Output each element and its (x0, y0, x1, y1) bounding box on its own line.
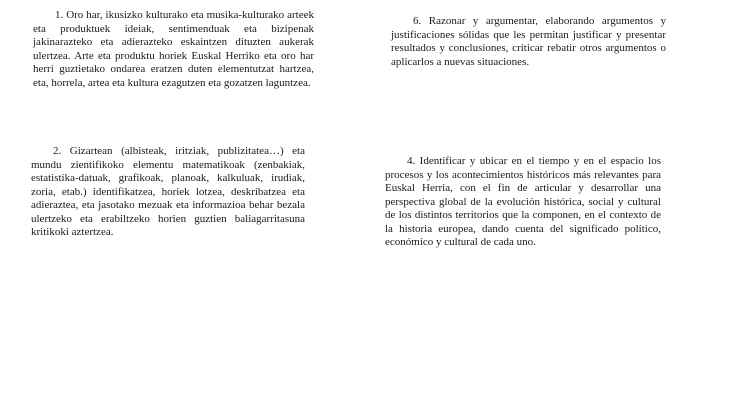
objective-text-1: 1. Oro har, ikusizko kulturako eta musika-kulturako arteek eta produktuek ideiak, sentimenduak eta bizipenak jakinarazteko eta adierazteko eskaintzen dituzten aukerak ulertzea. Arte eta produktu horiek Euskal Herriko eta oro har herri guztietako ondarea eratzen duten elementutzat hartzea, eta, horrela, artea eta kultura ezagutzen eta gozatzen laguntzea. (33, 9, 314, 89)
objective-text-6: 6. Razonar y argumentar, elaborando argumentos y justificaciones sólidas que les permitan justificar y presentar resultados y conclusiones, criticar rebatir otros argumentos o aplicarlos a nuevas situaciones. (391, 15, 666, 68)
objective-paragraph-2 (31, 145, 305, 240)
objective-text-4: 4. Identificar y ubicar en el tiempo y en el espacio los procesos y los acontecimientos históricos más relevantes para Euskal Herria, con el fin de articular y desarrollar una perspectiva global de la evolución histórica, social y cultural de los distintos territorios que la componen, en el contexto de la historia europea, dando cuenta del significado político, económico y cultural de cada uno. (385, 155, 661, 248)
objective-paragraph-1 (33, 9, 314, 90)
objective-paragraph-4 (385, 155, 661, 250)
objective-paragraph-6 (391, 15, 666, 69)
objective-text-2: 2. Gizartean (albisteak, iritziak, publizitatea…) eta mundu zientifikoko elementu matematikoak (zenbakiak, estatistika-datuak, grafikoak, planoak, kalkuluak, irudiak, zoria, etab.) identifikatzea, horiek lotzea, deskribatzea eta adieraztea, eta jasotako mezuak eta informazioa behar bezala ulertzeko eta erabiltzeko horien guztien baliagarritasuna kritikoki aztertzea. (31, 145, 305, 238)
